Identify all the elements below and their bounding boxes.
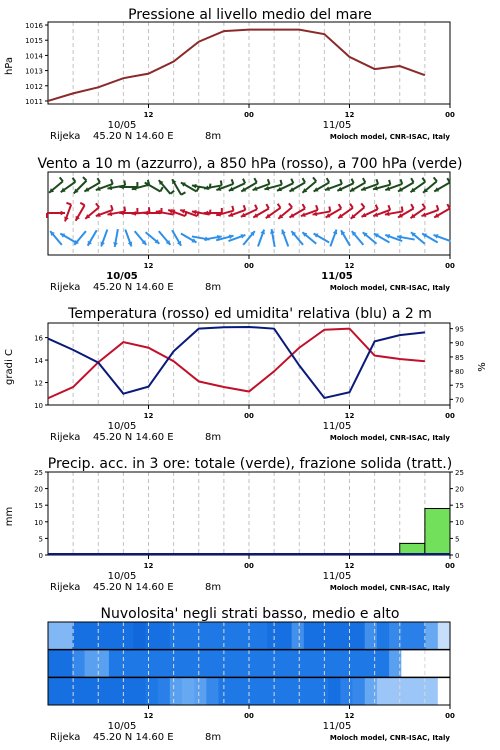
- cloud-cell-alto: [85, 622, 98, 650]
- x-tick-label: 00: [445, 262, 455, 270]
- wind-barb: [50, 231, 62, 245]
- cloud-cell-medio: [231, 650, 244, 678]
- cloud-cell-alto: [292, 622, 305, 650]
- chart-title: Pressione al livello medio del mare: [128, 7, 372, 23]
- wind-barb: [159, 231, 171, 245]
- model-credit: Moloch model, CNR-ISAC, Italy: [329, 734, 450, 742]
- y-tick-label: 25: [34, 469, 43, 477]
- wind-feather: [255, 205, 257, 210]
- cloud-cell-alto: [316, 622, 329, 650]
- cloud-cell-basso: [316, 677, 329, 705]
- x-tick-label: 12: [344, 412, 355, 420]
- cloud-cell-alto: [60, 622, 73, 650]
- wind-feather: [388, 205, 390, 210]
- cloud-cell-medio: [340, 650, 353, 678]
- cloud-cell-alto: [377, 622, 390, 650]
- cloud-cell-alto: [48, 622, 61, 650]
- x-tick-label: 12: [344, 712, 355, 720]
- cloud-cell-alto: [109, 622, 122, 650]
- cloud-cell-medio: [328, 650, 341, 678]
- cloud-cell-medio: [133, 650, 146, 678]
- date-label: 10/05: [107, 721, 137, 732]
- cloud-cell-alto: [328, 622, 341, 650]
- cloud-cell-alto: [206, 622, 219, 650]
- cloud-cell-basso: [206, 677, 219, 705]
- wind-barb: [314, 234, 330, 243]
- cloud-cell-medio: [158, 650, 171, 678]
- temperature-line: [48, 329, 425, 399]
- wind-feather: [434, 177, 437, 181]
- model-credit: Moloch model, CNR-ISAC, Italy: [329, 133, 450, 141]
- wind-feather: [66, 203, 71, 205]
- cloud-cell-alto: [279, 622, 292, 650]
- wind-feather: [289, 203, 292, 207]
- y-right-tick-label: 70: [455, 396, 464, 405]
- cloud-cell-alto: [170, 622, 183, 650]
- y-tick-label: 16: [34, 334, 43, 343]
- cloud-cell-medio: [255, 650, 268, 678]
- cloud-cell-basso: [145, 677, 158, 705]
- wind-feather: [111, 205, 113, 210]
- y-right-tick-label: 85: [455, 353, 464, 362]
- y-tick-label: 0: [38, 552, 43, 560]
- x-tick-label: 12: [344, 562, 355, 570]
- cloud-cell-medio: [413, 650, 426, 678]
- cloud-cell-medio: [401, 650, 414, 678]
- cloud-cell-medio: [426, 650, 439, 678]
- cloud-cell-alto: [304, 622, 317, 650]
- cloud-cell-alto: [219, 622, 232, 650]
- chart-title: Precip. acc. in 3 ore: totale (verde), frazione solida (tratt.): [47, 456, 453, 472]
- x-tick-label: 00: [244, 412, 254, 420]
- wind-feather: [411, 178, 414, 182]
- place-coords: 45.20 N 14.60 E: [93, 282, 174, 293]
- cloud-cell-basso: [60, 677, 73, 705]
- cloud-cell-medio: [145, 650, 158, 678]
- x-tick-label: 12: [344, 262, 355, 270]
- cloud-cell-medio: [365, 650, 378, 678]
- wind-feather: [232, 206, 233, 211]
- place-elevation: 8m: [205, 282, 222, 293]
- y-axis-label: hPa: [4, 56, 15, 76]
- y-right-tick-label: 75: [455, 382, 464, 391]
- wind-feather: [363, 178, 366, 182]
- wind-feather: [124, 181, 125, 186]
- x-tick-label: 12: [344, 111, 355, 119]
- plot-frame-1: [48, 22, 450, 104]
- y-tick-label: 20: [34, 485, 43, 494]
- place-elevation: 8m: [205, 131, 222, 142]
- wind-feather: [232, 179, 234, 184]
- cloud-cell-basso: [255, 677, 268, 705]
- x-tick-label: 00: [244, 712, 254, 720]
- cloud-cell-medio: [109, 650, 122, 678]
- wind-feather: [352, 179, 354, 184]
- cloud-cell-medio: [353, 650, 366, 678]
- cloud-cell-basso: [170, 677, 183, 705]
- wind-feather: [254, 178, 256, 182]
- y-tick-label: 10: [34, 518, 43, 527]
- x-tick-label: 12: [143, 262, 154, 270]
- cloud-cell-medio: [279, 650, 292, 678]
- wind-barb: [341, 230, 350, 246]
- cloud-cell-medio: [60, 650, 73, 678]
- wind-feather: [402, 207, 403, 212]
- wind-feather: [411, 204, 414, 208]
- date-label: 11/05: [322, 721, 352, 732]
- cloud-cell-medio: [304, 650, 317, 678]
- wind-feather: [60, 177, 63, 181]
- wind-feather: [281, 180, 282, 185]
- cloud-cell-medio: [219, 650, 232, 678]
- cloud-cell-basso: [72, 677, 85, 705]
- wind-feather: [266, 204, 269, 208]
- place-coords: 45.20 N 14.60 E: [93, 432, 174, 443]
- wind-feather: [389, 180, 390, 185]
- wind-feather: [316, 205, 318, 210]
- cloud-cell-basso: [219, 677, 232, 705]
- wind-feather: [447, 204, 450, 208]
- x-tick-label: 12: [143, 111, 154, 119]
- cloud-cell-alto: [438, 622, 451, 650]
- plot-frame-3: [48, 323, 450, 405]
- model-credit: Moloch model, CNR-ISAC, Italy: [329, 284, 450, 292]
- wind-barb: [434, 234, 451, 241]
- wind-barb: [181, 234, 197, 243]
- date-label: 11/05: [322, 571, 352, 582]
- wind-barb: [135, 231, 147, 245]
- y-tick-label: 5: [38, 535, 43, 544]
- cloud-cell-basso: [365, 677, 378, 705]
- wind-feather: [327, 178, 330, 182]
- y-right-tick-label: 0: [455, 552, 460, 560]
- x-tick-label: 00: [445, 712, 455, 720]
- wind-feather: [80, 203, 84, 206]
- wind-arrowhead: [131, 211, 136, 216]
- cloud-cell-alto: [194, 622, 207, 650]
- x-tick-label: 00: [244, 562, 254, 570]
- cloud-cell-alto: [365, 622, 378, 650]
- wind-feather: [400, 179, 402, 184]
- y-tick-label: 1016: [25, 22, 43, 31]
- y-right-tick-label: 20: [455, 485, 464, 494]
- y-tick-label: 12: [34, 379, 43, 388]
- x-tick-label: 12: [143, 412, 154, 420]
- y-tick-label: 10: [34, 402, 43, 410]
- y-tick-label: 1014: [25, 52, 43, 61]
- cloud-cell-medio: [316, 650, 329, 678]
- date-label: 11/05: [321, 271, 353, 282]
- cloud-cell-medio: [85, 650, 98, 678]
- wind-arrowhead: [61, 211, 65, 216]
- cloud-cell-basso: [438, 677, 451, 705]
- wind-barb: [291, 231, 303, 245]
- cloud-cell-basso: [426, 677, 439, 705]
- wind-feather: [313, 177, 316, 181]
- wind-barb: [49, 177, 63, 192]
- wind-feather: [196, 187, 199, 191]
- chart-title: Vento a 10 m (azzurro), a 850 hPa (rosso), a 700 hPa (verde): [37, 156, 463, 172]
- cloud-cell-basso: [292, 677, 305, 705]
- place-name: Rijeka: [50, 131, 81, 142]
- date-label: 10/05: [106, 271, 138, 282]
- wind-arrowhead: [144, 211, 148, 216]
- y-axis-label-right: %: [477, 362, 488, 372]
- cloud-cell-basso: [413, 677, 426, 705]
- y-tick-label: 1011: [25, 97, 43, 106]
- cloud-cell-basso: [304, 677, 317, 705]
- x-tick-label: 00: [244, 262, 254, 270]
- wind-feather: [422, 204, 425, 208]
- place-coords: 45.20 N 14.60 E: [93, 131, 174, 142]
- y-tick-label: 1013: [25, 67, 43, 76]
- wind-feather: [447, 178, 450, 182]
- x-tick-label: 00: [445, 412, 455, 420]
- cloud-cell-basso: [401, 677, 414, 705]
- wind-feather: [422, 178, 425, 182]
- cloud-cell-alto: [72, 622, 85, 650]
- wind-barb: [64, 203, 71, 222]
- y-axis-label: gradi C: [4, 349, 15, 385]
- place-coords: 45.20 N 14.60 E: [93, 582, 174, 593]
- wind-feather: [181, 192, 185, 195]
- cloud-cell-alto: [413, 622, 426, 650]
- cloud-cell-basso: [133, 677, 146, 705]
- date-label: 10/05: [107, 571, 137, 582]
- wind-feather: [376, 205, 378, 210]
- cloud-cell-medio: [292, 650, 305, 678]
- y-right-tick-label: 80: [455, 368, 464, 377]
- wind-barb: [76, 203, 85, 221]
- y-tick-label: 15: [34, 502, 43, 511]
- cloud-cell-alto: [426, 622, 439, 650]
- x-tick-label: 00: [244, 111, 254, 119]
- wind-barb: [352, 231, 364, 245]
- cloud-cell-medio: [170, 650, 183, 678]
- cloud-cell-basso: [182, 677, 195, 705]
- wind-barb: [281, 230, 288, 247]
- wind-feather: [361, 203, 364, 207]
- place-name: Rijeka: [50, 432, 81, 443]
- wind-feather: [83, 177, 87, 181]
- y-right-tick-label: 25: [455, 469, 464, 477]
- cloud-cell-medio: [194, 650, 207, 678]
- place-elevation: 8m: [205, 432, 222, 443]
- wind-feather: [303, 204, 306, 208]
- wind-feather: [340, 179, 342, 184]
- x-tick-label: 00: [445, 111, 455, 119]
- cloud-cell-alto: [340, 622, 353, 650]
- wind-barb: [113, 229, 118, 247]
- wind-feather: [329, 207, 330, 212]
- chart-title: Temperatura (rosso) ed umidita' relativa (blu) a 2 m: [68, 306, 432, 322]
- date-label: 10/05: [107, 120, 137, 131]
- wind-feather: [243, 179, 245, 184]
- place-coords: 45.20 N 14.60 E: [93, 732, 174, 743]
- wind-feather: [124, 207, 125, 212]
- wind-feather: [221, 181, 222, 186]
- date-label: 11/05: [322, 120, 352, 131]
- y-tick-label: 1015: [25, 37, 43, 46]
- place-name: Rijeka: [50, 732, 81, 743]
- model-credit: Moloch model, CNR-ISAC, Italy: [329, 434, 450, 442]
- cloud-cell-medio: [182, 650, 195, 678]
- chart-title: Nuvolosita' negli strati basso, medio e alto: [100, 606, 400, 622]
- wind-feather: [437, 205, 439, 210]
- model-credit: Moloch model, CNR-ISAC, Italy: [329, 584, 450, 592]
- y-axis-label: mm: [4, 506, 15, 527]
- wind-barb: [258, 230, 265, 247]
- precip-bar: [425, 509, 450, 555]
- date-label: 10/05: [107, 421, 137, 432]
- cloud-cell-basso: [194, 677, 207, 705]
- wind-feather: [376, 179, 378, 184]
- wind-feather: [303, 178, 306, 182]
- wind-feather: [244, 205, 246, 210]
- wind-feather: [278, 204, 281, 208]
- wind-feather: [160, 187, 163, 191]
- cloud-cell-alto: [158, 622, 171, 650]
- cloud-cell-basso: [158, 677, 171, 705]
- cloud-cell-alto: [182, 622, 195, 650]
- y-right-tick-label: 15: [455, 502, 464, 511]
- cloud-cell-medio: [72, 650, 85, 678]
- cloud-cell-basso: [353, 677, 366, 705]
- pressure-line: [48, 30, 425, 101]
- wind-feather: [111, 179, 113, 184]
- cloud-cell-basso: [109, 677, 122, 705]
- cloud-cell-medio: [377, 650, 390, 678]
- wind-feather: [291, 179, 293, 184]
- x-tick-label: 12: [143, 712, 154, 720]
- cloud-cell-basso: [279, 677, 292, 705]
- cloud-cell-basso: [340, 677, 353, 705]
- place-name: Rijeka: [50, 282, 81, 293]
- cloud-cell-medio: [438, 650, 451, 678]
- y-right-tick-label: 95: [455, 325, 464, 334]
- wind-barb: [47, 211, 65, 218]
- wind-barb: [330, 230, 337, 247]
- x-tick-label: 00: [445, 562, 455, 570]
- cloud-cell-basso: [85, 677, 98, 705]
- cloud-cell-alto: [231, 622, 244, 650]
- wind-barb: [74, 231, 86, 245]
- cloud-cell-basso: [377, 677, 390, 705]
- place-elevation: 8m: [205, 732, 222, 743]
- wind-barb: [125, 230, 132, 247]
- y-tick-label: 1012: [25, 82, 43, 91]
- cloud-cell-alto: [353, 622, 366, 650]
- y-tick-label: 14: [34, 357, 43, 366]
- cloud-cell-basso: [48, 677, 61, 705]
- x-tick-label: 12: [143, 562, 154, 570]
- wind-feather: [268, 179, 270, 184]
- date-label: 11/05: [322, 421, 352, 432]
- cloud-cell-alto: [255, 622, 268, 650]
- wind-barb: [146, 232, 160, 244]
- cloud-cell-alto: [145, 622, 158, 650]
- y-right-tick-label: 5: [455, 535, 460, 544]
- place-elevation: 8m: [205, 582, 222, 593]
- wind-feather: [339, 204, 342, 208]
- cloud-cell-basso: [231, 677, 244, 705]
- wind-feather: [350, 204, 353, 208]
- cloud-cell-basso: [328, 677, 341, 705]
- cloud-cell-alto: [401, 622, 414, 650]
- y-right-tick-label: 90: [455, 339, 464, 348]
- cloud-cell-medio: [48, 650, 61, 678]
- humidity-line: [48, 327, 425, 398]
- cloud-cell-alto: [133, 622, 146, 650]
- wind-barb: [100, 230, 107, 247]
- y-right-tick-label: 10: [455, 518, 464, 527]
- place-name: Rijeka: [50, 582, 81, 593]
- cloud-cell-medio: [206, 650, 219, 678]
- wind-barb: [88, 230, 97, 246]
